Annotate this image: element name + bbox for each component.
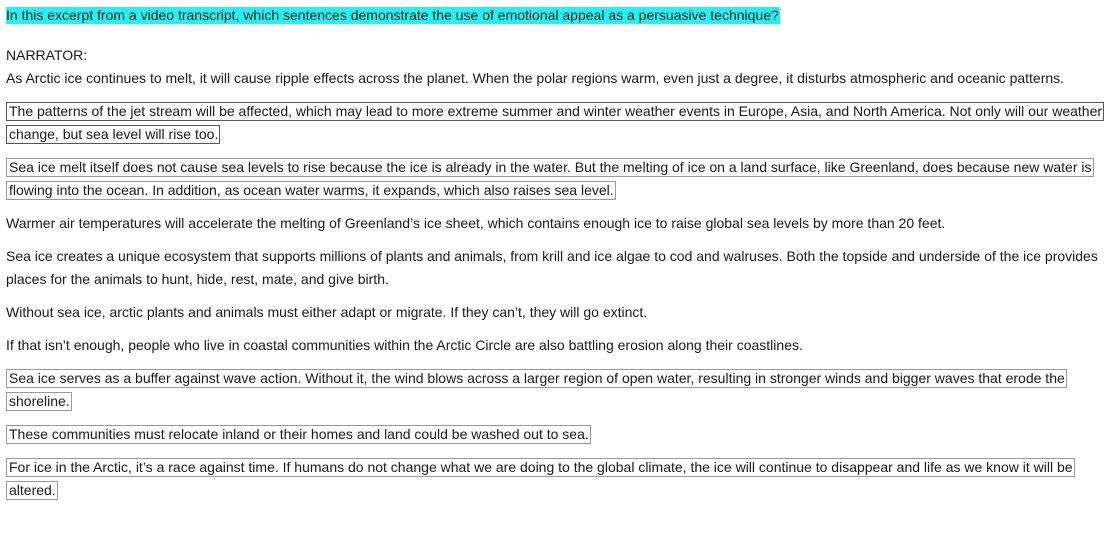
paragraph-text: Warmer air temperatures will accelerate the melting of Greenland’s ice sheet, which contains enough ice to raise global sea levels by more than 20 feet. <box>6 215 946 231</box>
selectable-sentence-jet-stream[interactable]: The patterns of the jet stream will be affected, which may lead to more extreme summer and winter weather events in Europe, Asia, and North America. Not only will our weather change, but sea level will rise too. <box>6 102 1104 144</box>
selectable-sentence-relocate[interactable]: These communities must relocate inland or their homes and land could be washed out to sea. <box>6 425 591 444</box>
transcript-paragraph-1 <box>6 67 1113 90</box>
speaker-label: NARRATOR: <box>6 47 88 63</box>
transcript-paragraph-4 <box>6 212 1113 235</box>
transcript-paragraph-9 <box>6 423 1113 446</box>
transcript-paragraph-8 <box>6 367 1113 413</box>
transcript-paragraph-10 <box>6 456 1113 502</box>
paragraph-text: Sea ice creates a unique ecosystem that supports millions of plants and animals, from krill and ice algae to cod and walruses. Both the topside and underside of the ice provides places for the animals to hunt, hide, rest, mate, and give birth. <box>6 248 1098 287</box>
selectable-sentence-sea-ice-melt[interactable]: Sea ice melt itself does not cause sea levels to rise because the ice is already in the water. But the melting of ice on a land surface, like Greenland, does because new water is flowing into the ocean. In addition, as ocean water warms, it expands, which also raises sea level. <box>6 158 1094 200</box>
paragraph-text: If that isn’t enough, people who live in coastal communities within the Arctic Circle are also battling erosion along their coastlines. <box>6 337 803 353</box>
question-prompt: In this excerpt from a video transcript, which sentences demonstrate the use of emotional appeal as a persuasive technique? <box>6 7 779 23</box>
paragraph-text: As Arctic ice continues to melt, it will cause ripple effects across the planet. When the polar regions warm, even just a degree, it disturbs atmospheric and oceanic patterns. <box>6 70 1065 86</box>
paragraph-text: Without sea ice, arctic plants and animals must either adapt or migrate. If they can’t, they will go extinct. <box>6 304 648 320</box>
transcript-paragraph-7 <box>6 334 1113 357</box>
selectable-sentence-race-against-time[interactable]: For ice in the Arctic, it’s a race against time. If humans do not change what we are doing to the global climate, the ice will continue to disappear and life as we know it will be altered. <box>6 458 1075 500</box>
transcript-paragraph-5 <box>6 245 1113 291</box>
transcript-paragraph-2 <box>6 100 1113 146</box>
transcript-paragraph-6 <box>6 301 1113 324</box>
transcript-paragraph-3 <box>6 156 1113 202</box>
selectable-sentence-wave-buffer[interactable]: Sea ice serves as a buffer against wave action. Without it, the wind blows across a larger region of open water, resulting in stronger winds and bigger waves that erode the shoreline. <box>6 369 1067 411</box>
